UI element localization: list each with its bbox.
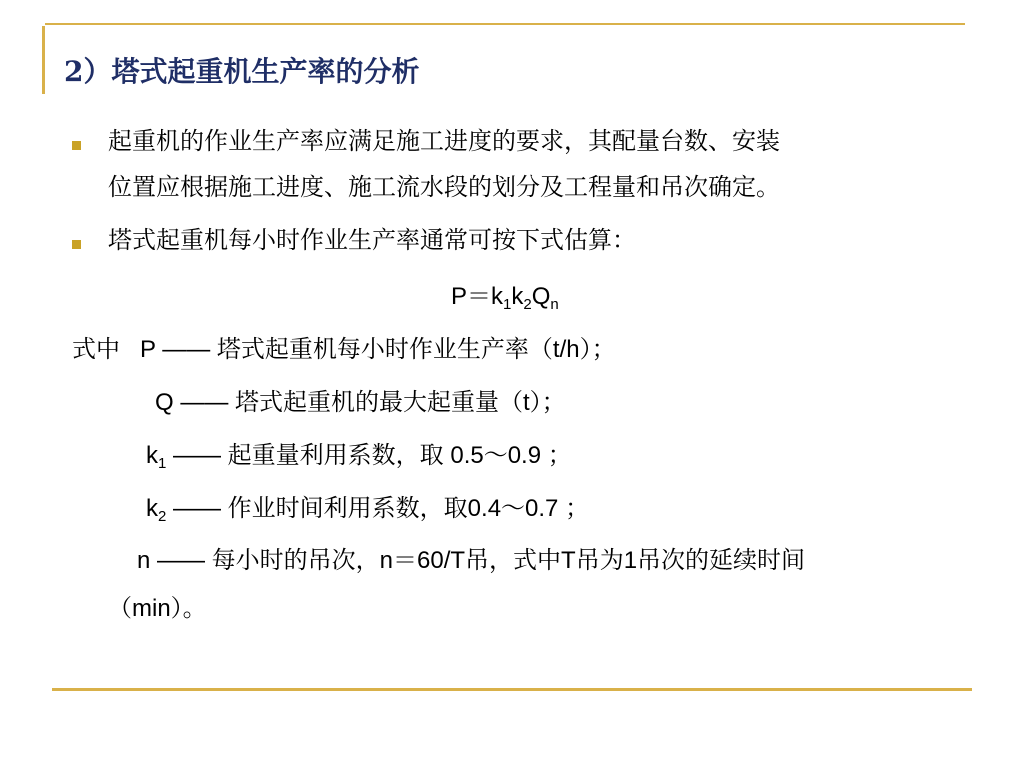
definition-q [155,387,566,418]
symbol-k1: k [146,442,158,469]
symbol-k2: k [146,495,158,522]
formula-sub-2: 2 [523,296,532,313]
definition-intro: 式中 [72,335,120,363]
bottom-divider [52,688,972,691]
formula-sub-n: n [550,296,559,313]
symbol-k1-sub: 1 [158,455,167,472]
top-divider [45,23,965,25]
symbol-p: P [140,336,156,363]
formula-q: Q [531,283,551,310]
definition-n-line-2: （min）。 [108,595,207,622]
bullet-marker [72,240,81,249]
formula-k: k [511,283,524,310]
bullet-1-line-1: 起重机的作业生产率应满足施工进度的要求，其配量台数、安装 [108,127,780,155]
bullet-marker [72,141,81,150]
definition-k1 [146,440,572,471]
definition-p-text: —— 塔式起重机每小时作业生产率（t/h）； [155,336,616,363]
symbol-k2-sub: 2 [158,508,167,525]
definition-k1-text: —— 起重量利用系数，取 0.5～0.9 ； [166,442,572,469]
bullet-1-line-2: 位置应根据施工进度、施工流水段的划分及工程量和吊次确定。 [108,173,780,201]
symbol-q: Q [155,389,174,416]
formula-p: P＝k [451,283,504,310]
formula [451,282,559,312]
definition-p [72,334,616,365]
definition-n-line-1: n —— 每小时的吊次，n＝60/T吊，式中T吊为1吊次的延续时间 [137,547,806,574]
definition-q-text: —— 塔式起重机的最大起重量（t）； [173,389,566,416]
formula-sub-1: 1 [503,296,512,313]
definition-k2-text: —— 作业时间利用系数，取0.4～0.7 ； [166,495,590,522]
definition-k2 [146,493,589,524]
title-accent-bar [42,26,45,94]
slide-title: 2）塔式起重机生产率的分析 [64,55,420,88]
bullet-2-line-1: 塔式起重机每小时作业生产率通常可按下式估算： [108,226,636,254]
